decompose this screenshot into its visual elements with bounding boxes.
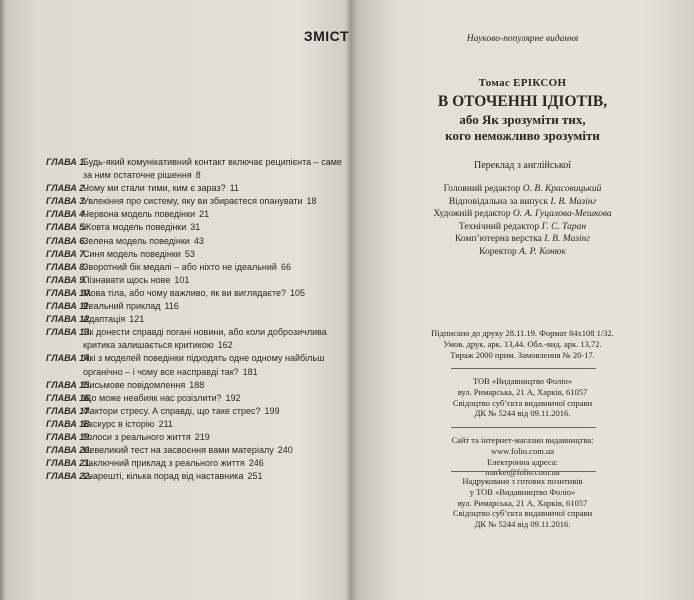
- credit-name: Г. С. Таран: [541, 221, 587, 232]
- toc-chapter-title: Зворотний бік медалі – або ніхто не ідеальний: [83, 261, 277, 272]
- toc-chapter-label: ГЛАВА 21.: [46, 458, 92, 469]
- toc-chapter-title: Голоси з реального життя: [83, 431, 191, 442]
- toc-chapter-label: ГЛАВА 20.: [46, 445, 92, 456]
- toc-page-number: 181: [242, 366, 258, 377]
- printer-line: у ТОВ «Видавництво Фоліо»: [469, 486, 576, 497]
- toc-chapter-label: ГЛАВА 7.: [46, 248, 87, 259]
- toc-page-number: 116: [164, 301, 179, 312]
- toc-chapter-label: ГЛАВА 14.: [46, 353, 92, 364]
- toc-chapter-label: ГЛАВА 22.: [46, 471, 92, 482]
- credit-line: [351, 221, 694, 234]
- toc-chapter-title: Невеликий тест на засвоєння вами матеріалу: [83, 445, 274, 456]
- toc-chapter-title: Реальний приклад: [83, 301, 161, 312]
- toc-page-number: 31: [190, 222, 201, 233]
- toc-entry: [46, 405, 346, 418]
- credit-role: Комп’ютерна верстка: [454, 234, 545, 245]
- publisher-line: Свідоцтво суб’єкта видавничої справи: [452, 397, 593, 408]
- credit-name: О. А. Гуцалова-Мешкова: [512, 209, 612, 220]
- edition-type: Науково-популярне видання: [466, 34, 579, 44]
- web-line: Сайт та інтернет-магазин видавництва:: [451, 435, 594, 445]
- toc-page-number: 21: [199, 209, 210, 220]
- toc-entry: [46, 326, 346, 352]
- toc-chapter-title: Зелена модель поведінки: [83, 235, 190, 246]
- toc-chapter-title: Синя модель поведінки: [83, 248, 181, 259]
- credit-role: Головний редактор: [443, 184, 523, 194]
- credit-name: І. В. Мазінг: [550, 196, 597, 207]
- publisher-line: вул. Римарська, 21 А, Харків, 61057: [457, 386, 588, 397]
- credit-role: Відповідальна за випуск: [448, 196, 551, 207]
- toc-entry: [46, 470, 346, 483]
- toc-chapter-title: Фактори стресу. А справді, що таке стрес?: [83, 405, 261, 416]
- toc-entry: [46, 313, 346, 326]
- toc-chapter-label: ГЛАВА 3.: [46, 196, 87, 207]
- toc-entry: [46, 182, 346, 195]
- credit-name: І. В. Мазінг: [544, 234, 591, 245]
- credit-role: Коректор: [479, 246, 520, 257]
- toc-entry: [46, 235, 346, 248]
- toc-chapter-title: Письмове повідомлення: [83, 379, 186, 390]
- credit-line: [351, 183, 694, 196]
- toc-chapter-title: Екскурс в історію: [83, 418, 155, 429]
- divider: [451, 471, 596, 472]
- toc-page-number: 188: [189, 379, 205, 390]
- toc-chapter-label: ГЛАВА 18.: [46, 418, 92, 429]
- toc-chapter-label: ГЛАВА 12.: [46, 314, 92, 325]
- toc-entry: [46, 444, 346, 457]
- credit-role: Технічний редактор: [458, 221, 542, 232]
- publisher-line: ДК № 5244 від 09.11.2016.: [474, 408, 571, 419]
- toc-page-number: 66: [280, 261, 291, 272]
- toc-entry: [46, 379, 346, 392]
- toc-page-number: 11: [229, 183, 239, 194]
- credit-line: [351, 233, 694, 246]
- toc-chapter-label: ГЛАВА 15.: [46, 379, 92, 390]
- toc-page-number: 192: [225, 392, 241, 403]
- divider: [451, 368, 596, 369]
- toc-chapter-label: ГЛАВА 8.: [46, 261, 87, 272]
- printer-info: [351, 476, 694, 530]
- toc-entry: [46, 156, 346, 182]
- toc-chapter-label: ГЛАВА 19.: [46, 431, 92, 442]
- credit-name: О. В. Красовицький: [522, 184, 602, 194]
- toc-page-number: 251: [247, 471, 263, 482]
- toc-chapter-label: ГЛАВА 1.: [46, 157, 87, 167]
- toc-page-number: 162: [217, 340, 233, 351]
- print-info: [351, 328, 694, 361]
- print-info-line: Умов. друк. арк. 13,44. Обл.-вид. арк. 13,72.: [443, 339, 602, 349]
- toc-chapter-label: ГЛАВА 5.: [46, 222, 87, 233]
- toc-page-number: 8: [195, 170, 201, 181]
- translation-note: Переклад з англійської: [473, 160, 572, 171]
- book-title: [351, 92, 694, 111]
- credit-role: Художній редактор: [433, 209, 513, 220]
- web-line: www.folio.com.ua: [491, 445, 554, 456]
- divider: [451, 427, 596, 428]
- toc-entry: [46, 431, 346, 444]
- toc-chapter-title: Адаптація: [83, 314, 126, 325]
- toc-page-number: 101: [174, 274, 190, 285]
- toc-chapter-label: ГЛАВА 13.: [46, 327, 92, 338]
- subtitle-line: кого неможливо зрозуміти: [445, 128, 600, 143]
- toc-entry: [46, 195, 346, 208]
- web-line: Електронна адреса:: [487, 456, 558, 467]
- credit-line: [351, 208, 694, 221]
- printer-line: Свідоцтво суб’єкта видавничої справи: [452, 508, 593, 519]
- toc-entry: [46, 418, 346, 431]
- toc-chapter-title: Будь-який комунікативний контакт включає реципієнта – саме за ним остаточне рішення: [83, 157, 342, 181]
- print-info-line: Тираж 2000 прим. Замовлення № 20-17.: [450, 350, 595, 360]
- toc-page-number: 121: [129, 314, 145, 325]
- toc-entry: [46, 352, 346, 378]
- printer-line: вул. Римарська, 21 А, Харків, 61057: [457, 497, 588, 508]
- toc-chapter-title: І нарешті, кілька порад від наставника: [83, 471, 244, 482]
- toc-entry: [46, 392, 346, 405]
- toc-chapter-label: ГЛАВА 6.: [46, 235, 87, 246]
- print-info-line: Підписано до друку 28.11.19. Формат 84х108 1/32.: [431, 328, 614, 338]
- toc-chapter-title: Як донести справді погані новини, або коли доброзичлива критика залишається критикою: [83, 327, 327, 351]
- credit-name: А. Р. Конюк: [519, 246, 566, 257]
- toc-entry: [46, 248, 346, 261]
- toc-chapter-title: Які з моделей поведінки підходять одне одному найбільш органічно – і чому все насправді так?: [83, 353, 325, 377]
- toc-chapter-title: Увлекіння про систему, яку ви збираєтеся опанувати: [83, 196, 303, 207]
- toc-page-number: 211: [158, 418, 173, 429]
- subtitle-line: або Як зрозуміти тих,: [459, 112, 586, 127]
- title-line: В ОТОЧЕННІ ІДІОТІВ,: [437, 93, 608, 110]
- toc-heading: ЗМІСТ: [303, 28, 349, 44]
- book-subtitle: [351, 112, 694, 144]
- toc-chapter-label: ГЛАВА 16.: [46, 392, 92, 403]
- toc-chapter-label: ГЛАВА 17.: [46, 405, 92, 416]
- toc-chapter-title: Червона модель поведінки: [83, 209, 196, 220]
- toc-chapter-title: Чому ми стали тими, ким є зараз?: [83, 183, 226, 194]
- toc-chapter-label: ГЛАВА 10.: [46, 287, 92, 298]
- toc-page-number: 199: [264, 405, 280, 416]
- toc-chapter-title: Що може неабияк нас розізлити?: [83, 392, 222, 403]
- toc-chapter-label: ГЛАВА 9.: [46, 274, 87, 285]
- toc-chapter-label: ГЛАВА 2.: [46, 183, 87, 194]
- toc-chapter-label: ГЛАВА 11.: [46, 301, 92, 312]
- toc-entry: [46, 457, 346, 470]
- toc-page-number: 240: [277, 445, 293, 456]
- right-page: [351, 0, 694, 600]
- toc-page-number: 53: [184, 248, 195, 259]
- toc-entry: [46, 208, 346, 221]
- toc-page-number: 246: [248, 458, 264, 469]
- table-of-contents: [46, 156, 346, 483]
- toc-entry: [46, 274, 346, 287]
- toc-entry: [46, 261, 346, 274]
- printer-line: Надруковано з готових позитивів: [462, 476, 583, 486]
- toc-chapter-title: Жовта модель поведінки: [83, 222, 187, 233]
- web-line: market@folio.com.ua: [485, 467, 560, 478]
- publisher-info: [351, 376, 694, 419]
- toc-chapter-title: Заключний приклад з реального життя: [83, 458, 245, 469]
- toc-entry: [46, 287, 346, 300]
- author-name: Томас ЕРІКСОН: [478, 77, 567, 89]
- toc-chapter-title: Мова тіла, або чому важливо, як ви виглядаєте?: [83, 287, 287, 298]
- toc-entry: [46, 300, 346, 313]
- publisher-line: ТОВ «Видавництво Фоліо»: [472, 376, 573, 386]
- toc-chapter-title: Пізнавати щось нове: [83, 274, 171, 285]
- credits-block: [351, 183, 694, 259]
- toc-entry: [46, 221, 346, 234]
- toc-page-number: 43: [193, 235, 204, 246]
- toc-page-number: 219: [194, 431, 210, 442]
- toc-page-number: 105: [290, 287, 306, 298]
- credit-line: [351, 196, 694, 209]
- credit-line: [351, 246, 694, 259]
- printer-line: ДК № 5244 від 09.11.2016.: [474, 519, 571, 530]
- toc-page-number: 18: [306, 196, 317, 207]
- toc-chapter-label: ГЛАВА 4.: [46, 209, 87, 220]
